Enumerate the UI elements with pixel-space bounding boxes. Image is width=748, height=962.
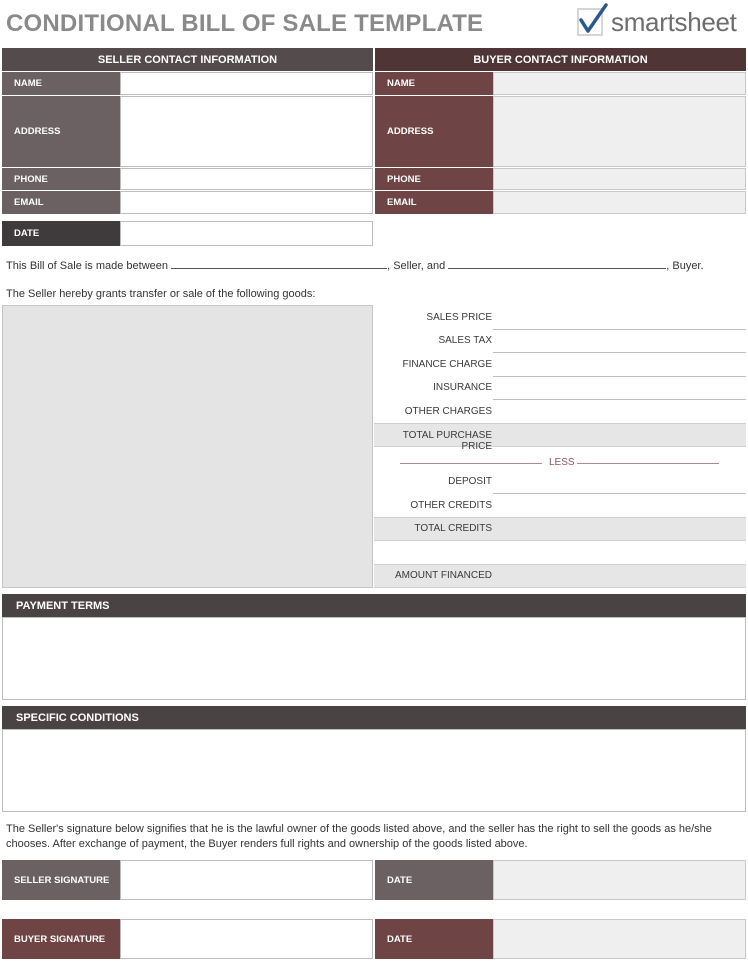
buyer-address-field[interactable] bbox=[493, 96, 746, 167]
seller-email-field[interactable] bbox=[120, 191, 373, 214]
deposit-line[interactable] bbox=[493, 493, 746, 494]
buyer-signature-label: BUYER SIGNATURE bbox=[2, 919, 120, 959]
made-between-sentence bbox=[6, 258, 746, 272]
specific-conditions-header: SPECIFIC CONDITIONS bbox=[2, 706, 746, 729]
buyer-name-field[interactable] bbox=[493, 72, 746, 95]
other-charges-label: OTHER CHARGES bbox=[404, 406, 492, 417]
seller-phone-field[interactable] bbox=[120, 168, 373, 190]
buyer-email-field[interactable] bbox=[493, 191, 746, 214]
date-label: DATE bbox=[2, 221, 120, 246]
smartsheet-logo bbox=[576, 3, 746, 41]
less-divider-right bbox=[577, 463, 719, 464]
sales-price-label: SALES PRICE bbox=[426, 312, 492, 323]
buyer-signature-field[interactable] bbox=[120, 919, 373, 959]
buyer-contact-header: BUYER CONTACT INFORMATION bbox=[375, 48, 746, 71]
checkmark-icon bbox=[576, 3, 610, 39]
seller-signature-field[interactable] bbox=[120, 860, 373, 900]
seller-address-label: ADDRESS bbox=[2, 96, 120, 167]
payment-terms-header: PAYMENT TERMS bbox=[2, 594, 746, 617]
finance-charge-label: FINANCE CHARGE bbox=[402, 359, 492, 370]
logo-text: smartsheet bbox=[611, 7, 737, 37]
page-title: CONDITIONAL BILL OF SALE TEMPLATE bbox=[6, 10, 484, 37]
less-divider-left bbox=[400, 463, 542, 464]
seller-contact-header: SELLER CONTACT INFORMATION bbox=[2, 48, 373, 71]
buyer-name-blank[interactable] bbox=[448, 258, 666, 269]
buyer-email-label: EMAIL bbox=[375, 191, 493, 214]
insurance-label: INSURANCE bbox=[433, 382, 492, 393]
seller-email-label: EMAIL bbox=[2, 191, 120, 214]
less-label: LESS bbox=[549, 457, 575, 468]
specific-conditions-field[interactable] bbox=[2, 729, 746, 812]
sales-tax-line[interactable] bbox=[493, 352, 746, 353]
grants-transfer-text: The Seller hereby grants transfer or sale of the following goods: bbox=[6, 288, 316, 300]
signature-statement: The Seller's signature below signifies that he is the lawful owner of the goods listed above, and the seller has the right to sell the goods as he/she chooses. After exchange of payment, the Buyer renders full rights and ownership of the goods listed above. bbox=[6, 823, 712, 850]
seller-signature-date-field[interactable] bbox=[493, 860, 746, 900]
seller-name-label: NAME bbox=[2, 72, 120, 95]
finance-charge-line[interactable] bbox=[493, 376, 746, 377]
insurance-line[interactable] bbox=[493, 399, 746, 400]
buyer-address-label: ADDRESS bbox=[375, 96, 493, 167]
seller-and-text: , Seller, and bbox=[387, 260, 446, 272]
seller-phone-label: PHONE bbox=[2, 168, 120, 190]
goods-description-field[interactable] bbox=[2, 305, 373, 588]
deposit-label: DEPOSIT bbox=[448, 476, 492, 487]
payment-terms-field[interactable] bbox=[2, 617, 746, 700]
seller-address-field[interactable] bbox=[120, 96, 373, 167]
buyer-phone-field[interactable] bbox=[493, 168, 746, 190]
other-credits-label: OTHER CREDITS bbox=[410, 500, 492, 511]
buyer-suffix-text: , Buyer. bbox=[666, 260, 704, 272]
total-credits-label: TOTAL CREDITS bbox=[414, 523, 492, 534]
date-field[interactable] bbox=[120, 221, 373, 246]
amount-financed-label: AMOUNT FINANCED bbox=[394, 570, 492, 581]
total-purchase-price-label: TOTAL PURCHASE PRICE bbox=[402, 430, 492, 452]
seller-name-blank[interactable] bbox=[171, 258, 387, 269]
seller-name-field[interactable] bbox=[120, 72, 373, 95]
buyer-phone-label: PHONE bbox=[375, 168, 493, 190]
made-between-prefix: This Bill of Sale is made between bbox=[6, 260, 169, 272]
sales-price-line[interactable] bbox=[493, 329, 746, 330]
seller-signature-date-label: DATE bbox=[375, 860, 493, 900]
buyer-signature-date-label: DATE bbox=[375, 919, 493, 959]
buyer-signature-date-field[interactable] bbox=[493, 919, 746, 959]
buyer-name-label: NAME bbox=[375, 72, 493, 95]
sales-tax-label: SALES TAX bbox=[438, 335, 492, 346]
seller-signature-label: SELLER SIGNATURE bbox=[2, 860, 120, 900]
